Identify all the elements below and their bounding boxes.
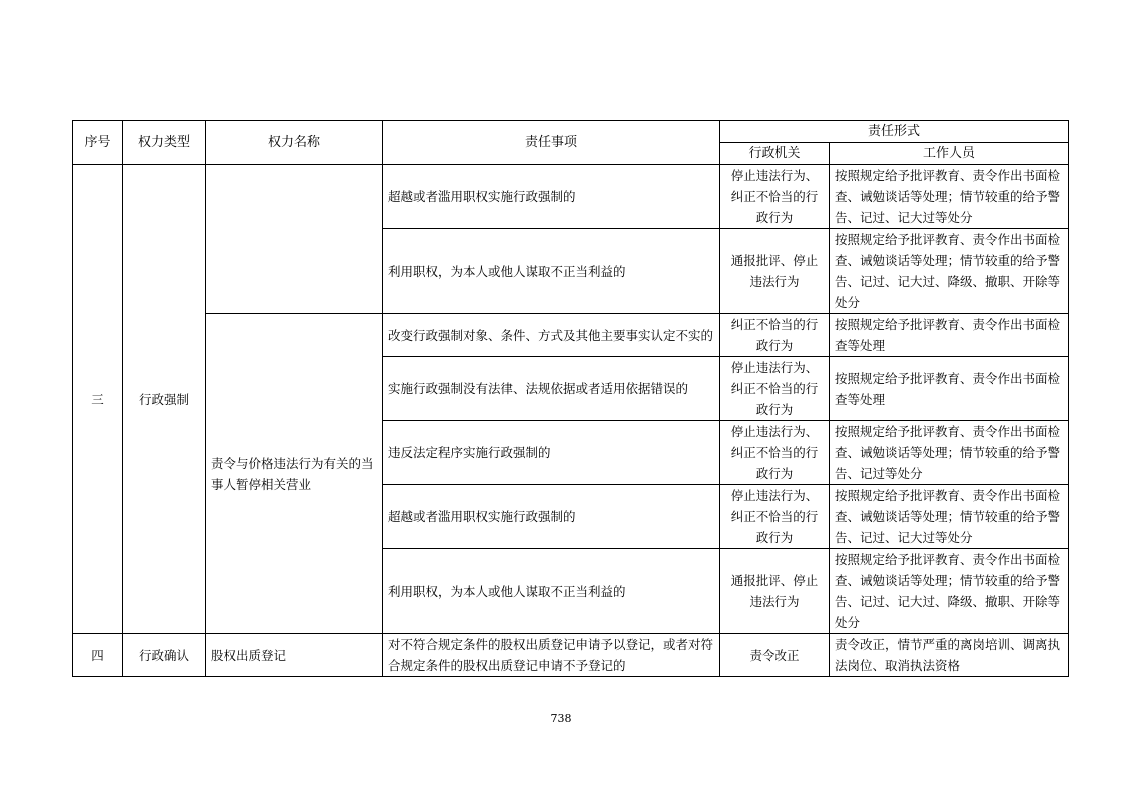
staff-cell: 按照规定给予批评教育、责令作出书面检查、诫勉谈话等处理；情节较重的给予警告、记过、记大过、降级、撤职、开除等处分 — [830, 229, 1069, 314]
matter-cell: 超越或者滥用职权实施行政强制的 — [383, 485, 720, 549]
matter-cell: 利用职权，为本人或他人谋取不正当利益的 — [383, 229, 720, 314]
matter-cell: 违反法定程序实施行政强制的 — [383, 421, 720, 485]
seq-cell: 四 — [73, 634, 123, 677]
matter-cell: 对不符合规定条件的股权出质登记申请予以登记，或者对符合规定条件的股权出质登记申请不予登记的 — [383, 634, 720, 677]
table-row — [73, 314, 1069, 357]
agency-cell: 停止违法行为、纠正不恰当的行政行为 — [720, 165, 830, 229]
table-row — [73, 165, 1069, 229]
power-type-cell: 行政强制 — [123, 165, 206, 634]
header-agency: 行政机关 — [720, 143, 830, 165]
power-name-cell: 股权出质登记 — [206, 634, 383, 677]
agency-cell: 通报批评、停止违法行为 — [720, 229, 830, 314]
agency-cell: 责令改正 — [720, 634, 830, 677]
header-power-name: 权力名称 — [206, 121, 383, 165]
power-type-cell: 行政确认 — [123, 634, 206, 677]
agency-cell: 通报批评、停止违法行为 — [720, 549, 830, 634]
header-power-type: 权力类型 — [123, 121, 206, 165]
agency-cell: 停止违法行为、纠正不恰当的行政行为 — [720, 485, 830, 549]
matter-cell: 超越或者滥用职权实施行政强制的 — [383, 165, 720, 229]
responsibility-table — [72, 120, 1069, 677]
page-number: 738 — [550, 712, 572, 725]
header-staff: 工作人员 — [830, 143, 1069, 165]
header-form: 责任形式 — [720, 121, 1069, 143]
power-name-cell: 责令与价格违法行为有关的当事人暂停相关营业 — [206, 314, 383, 634]
staff-cell: 责令改正，情节严重的离岗培训、调离执法岗位、取消执法资格 — [830, 634, 1069, 677]
table-row — [73, 634, 1069, 677]
power-name-cell-empty — [206, 165, 383, 314]
matter-cell: 利用职权，为本人或他人谋取不正当利益的 — [383, 549, 720, 634]
matter-cell: 实施行政强制没有法律、法规依据或者适用依据错误的 — [383, 357, 720, 421]
staff-cell: 按照规定给予批评教育、责令作出书面检查、诫勉谈话等处理；情节较重的给予警告、记过等处分 — [830, 421, 1069, 485]
staff-cell: 按照规定给予批评教育、责令作出书面检查、诫勉谈话等处理；情节较重的给予警告、记过、记大过、降级、撤职、开除等处分 — [830, 549, 1069, 634]
agency-cell: 纠正不恰当的行政行为 — [720, 314, 830, 357]
staff-cell: 按照规定给予批评教育、责令作出书面检查等处理 — [830, 314, 1069, 357]
staff-cell: 按照规定给予批评教育、责令作出书面检查等处理 — [830, 357, 1069, 421]
seq-cell: 三 — [73, 165, 123, 634]
header-matter: 责任事项 — [383, 121, 720, 165]
header-seq: 序号 — [73, 121, 123, 165]
agency-cell: 停止违法行为、纠正不恰当的行政行为 — [720, 357, 830, 421]
staff-cell: 按照规定给予批评教育、责令作出书面检查、诫勉谈话等处理；情节较重的给予警告、记过、记大过等处分 — [830, 165, 1069, 229]
agency-cell: 停止违法行为、纠正不恰当的行政行为 — [720, 421, 830, 485]
staff-cell: 按照规定给予批评教育、责令作出书面检查、诫勉谈话等处理；情节较重的给予警告、记过、记大过等处分 — [830, 485, 1069, 549]
matter-cell: 改变行政强制对象、条件、方式及其他主要事实认定不实的 — [383, 314, 720, 357]
